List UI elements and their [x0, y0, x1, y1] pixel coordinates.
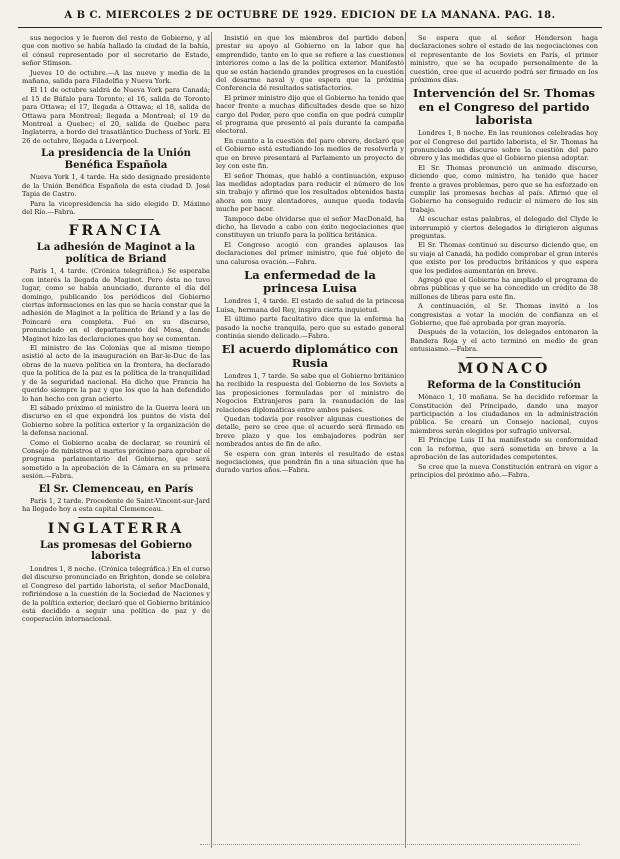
article-paragraph: Como el Gobierno acaba de declarar, se reunirá el Consejo de ministros el martes próximo para aprobar el programa parlamentario del Gobierno, que será sometido a la aprobación de la Cámara en su primera sesión.—Fabra.: [22, 438, 210, 481]
column-1: [22, 34, 210, 846]
article-paragraph: Mónaco 1, 10 mañana. Se ha decidido reformar la Constitución del Principado, dando una mayor participación a los ciudadanos en la administración pública. Se creará un Consejo nacional, cuyos miembros serán elegidos por sufragio universal.: [410, 393, 598, 435]
page-header: A B C. MIERCOLES 2 DE OCTUBRE DE 1929. EDICION DE LA MAÑANA. PAG. 18.: [64, 10, 556, 21]
section-title-francia: FRANCIA: [68, 223, 164, 240]
headline-acuerdo-rusia: El acuerdo diplomático con Rusia: [221, 342, 399, 370]
section-divider: [466, 357, 541, 358]
article-paragraph: El último parte facultativo dice que la enferma ha pasado la noche tranquila, pero que su estado general continúa siendo delicado.—Fabra.: [216, 315, 404, 341]
article-paragraph: Al escuchar estas palabras, el delegado del Clyde le interrumpió y ciertos delegados le dirigieron algunas preguntas.: [410, 215, 598, 240]
headline-princesa-luisa: La enfermedad de la princesa Luisa: [244, 267, 376, 296]
article-paragraph: En cuanto a la cuestión del paro obrero, declaró que el Gobierno está estudiando los medios de resolverla y que en breve presentará al Parlamento un proyecto de ley con este fin.: [216, 136, 404, 171]
article-paragraph: El Sr. Thomas continuó su discurso diciendo que, en su viaje al Canadá, ha podido comprobar el gran interés que existe por los productos británicos y que espera que los pedidos aumentarán en breve.: [410, 241, 598, 275]
article-paragraph: Londres 1, 8 noche. En las reuniones celebradas hoy por el Congreso del partido laborista, el Sr. Thomas ha pronunciado un discurso sobre la cuestión del paro obrero y las medidas que el Gobierno piensa adoptar.: [410, 129, 598, 163]
column-rule: [211, 32, 212, 848]
headline-thomas: Intervención del Sr. Thomas en el Congreso del partido laborista: [413, 86, 595, 127]
headline-union-benefica: La presidencia de la Unión Benéfica Española: [41, 148, 191, 171]
headline-clemenceau: El Sr. Clemenceau, en París: [38, 483, 194, 495]
article-paragraph: El primer ministro dijo que el Gobierno ha tenido que hacer frente a muchas dificultades desde que se hizo cargo del Poder, pero que confía en que podrá cumplir el programa que presentó al país durante la campaña electoral.: [216, 93, 404, 136]
article-paragraph: Tampoco debe olvidarse que el señor MacDonald, ha dicho, ha llevado a cabo con éxito negociaciones que constituyen un triunfo para la política británica.: [216, 214, 404, 240]
section-title-monaco: MONACO: [457, 360, 551, 377]
headline-maginot: La adhesión de Maginot a la política de Briand: [36, 242, 196, 265]
section-title-inglaterra: INGLATERRA: [47, 520, 185, 537]
article-paragraph: Agregó que el Gobierno ha ampliado el programa de obras públicas y que se ha concedido un crédito de 38 millones de libras para este fin.: [410, 276, 598, 301]
column-rule: [405, 32, 406, 848]
article-paragraph: Jueves 10 de octubre.—A las nueve y media de la mañana, salida para Filadelfia y Nueva York.: [22, 68, 210, 86]
article-paragraph: Después de la votación, los delegados entonaron la Bandera Roja y el acto terminó en medio de gran entusiasmo.—Fabra.: [410, 328, 598, 354]
article-paragraph: sus negocios y le fueron del resto de Gobierno, y al que con motivo se había hallado la ciudad de la bahía, el cónsul representado por el secretario de Estado, señor Stimson.: [22, 34, 210, 68]
article-paragraph: El Sr. Thomas pronunció un animado discurso, diciendo que, como ministro, ha tenido que hacer frente a graves problemas, pero que se ha esforzado en cumplir las promesas hechas al país. Afirmó que el Gobierno ha conseguido reducir el número de los sin trabajo.: [410, 163, 598, 214]
article-paragraph: El ministro de las Colonias que al mismo tiempo asistió al acto de la inauguración en Bar-le-Duc de las obras de la nueva política en la frontera, ha declarado que la política de la paz es la política de la tranquilidad y de la seguridad nacional. Ha dicho que Francia ha querido siempre la paz y que los que la han defendido lo han hecho con gran acierto.: [22, 344, 210, 403]
header-rule: [18, 27, 602, 28]
article-paragraph: El Príncipe Luis II ha manifestado su conformidad con la reforma, que será sometida en breve a la aprobación de las autoridades competentes.: [410, 436, 598, 462]
article-paragraph: Insistió en que los miembros del partido deben prestar su apoyo al Gobierno en la labor que ha emprendido, tanto en lo que se refiere a las cuestiones interiores como a las de la política exterior. Manifestó que se están haciendo grandes progresos en la cuestión del desarme naval y que espera que la próxima Conferencia dé resultados satisfactorios.: [216, 34, 404, 93]
section-divider: [78, 517, 153, 518]
article-paragraph: Quedan todavía por resolver algunas cuestiones de detalle, pero se cree que el acuerdo será firmado en breve plazo y que los embajadores podrán ser nombrados antes de fin de año.: [216, 414, 404, 449]
article-paragraph: Se espera con gran interés el resultado de estas negociaciones, que pondrán fin a una situación que ha durado varios años.—Fabra.: [216, 449, 404, 475]
article-paragraph: París 1, 4 tarde. (Crónica telegráfica.) Se esperaba con interés la llegada de Maginot. Pero ésta no tuvo lugar, como se había anunciado, durante el día del domingo, publicando los periódicos del Gobierno ciertas informaciones en las que se hacía constar que la adhesión de Maginot a la política de Briand y a las de Poincaré era completa. Fué en su discurso, pronunciado en el departamento del Mosa, donde Maginot hizo las declaraciones que hoy se comentan.: [22, 267, 210, 343]
page-footer-rule: [200, 844, 580, 853]
article-paragraph: París 1, 2 tarde. Procedente de Saint-Vincent-sur-Jard ha llegado hoy a esta capital Clemenceau.: [22, 497, 210, 514]
article-paragraph: Londres 1, 8 noche. (Crónica telegráfica.) En el curso del discurso pronunciado en Brighton, donde se celebra el Congreso del partido laborista, el señor MacDonald, refiriéndose a la cuestión de la Sociedad de Naciones y de la política exterior, declaró que el Gobierno británico está decidido a seguir una política de paz y de cooperación internacional.: [22, 564, 210, 624]
section-divider: [78, 219, 153, 220]
article-paragraph: El Congreso acogió con grandes aplausos las declaraciones del primer ministro, que fué objeto de una calurosa ovación.—Fabra.: [216, 240, 404, 266]
headline-constitucion: Reforma de la Constitución: [427, 379, 581, 391]
article-paragraph: A continuación, el Sr. Thomas invitó a los congresistas a votar la moción de confianza en el Gobierno, que fué aprobada por gran mayoría.: [410, 302, 598, 328]
article-paragraph: Para la vicepresidencia ha sido elegido D. Máximo del Río.—Fabra.: [22, 199, 210, 216]
article-paragraph: Se cree que la nueva Constitución entrará en vigor a principios del próximo año.—Fabra.: [410, 462, 598, 479]
article-paragraph: Nueva York 1, 4 tarde. Ha sido designado presidente de la Unión Benéfica Española de esta ciudad D. José Tapia de Castro.: [22, 173, 210, 199]
article-paragraph: El 11 de octubre saldrá de Nueva York para Canadá; el 15 de Búfalo para Toronto; el 16, salida de Toronto para Ottawa; el 17, llegada a Ottawa; el 18, salida de Ottawa para Montreal; llegada a Montreal; el 19 de Montreal a Quebec; el 20, salida de Quebec para Inglaterra, a bordo del trasatlántico Duchess of York. El 26 de octubre, llegada a Liverpool.: [22, 86, 210, 145]
article-paragraph: Londres 1, 4 tarde. El estado de salud de la princesa Luisa, hermana del Rey, inspira cierta inquietud.: [216, 297, 404, 314]
column-3: [410, 34, 598, 846]
article-paragraph: El sábado próximo el ministro de la Guerra leerá un discurso en el que expondrá los puntos de vista del Gobierno sobre la política exterior y la organización de la defensa nacional.: [22, 403, 210, 438]
article-paragraph: Se espera que el señor Henderson haga declaraciones sobre el estado de las negociaciones con el representante de los Soviets en París, el primer ministro, que se ha ocupado personalmente de la cuestión, cree que el acuerdo podrá ser firmado en los próximos días.: [410, 34, 598, 85]
article-paragraph: El señor Thomas, que habló a continuación, expuso las medidas adoptadas para reducir el número de los sin trabajo y afirmó que los resultados obtenidos hasta ahora son muy alentadores, aunque queda todavía mucho por hacer.: [216, 171, 404, 214]
column-2: [216, 34, 404, 846]
headline-gobierno-laborista: Las promesas del Gobierno laborista: [40, 539, 192, 563]
article-paragraph: Londres 1, 7 tarde. Se sabe que el Gobierno británico ha recibido la respuesta del Gobierno de los Soviets a las proposiciones formuladas por el ministro de Negocios Extranjeros para la reanudación de las relaciones diplomáticas entre ambos países.: [216, 371, 404, 414]
